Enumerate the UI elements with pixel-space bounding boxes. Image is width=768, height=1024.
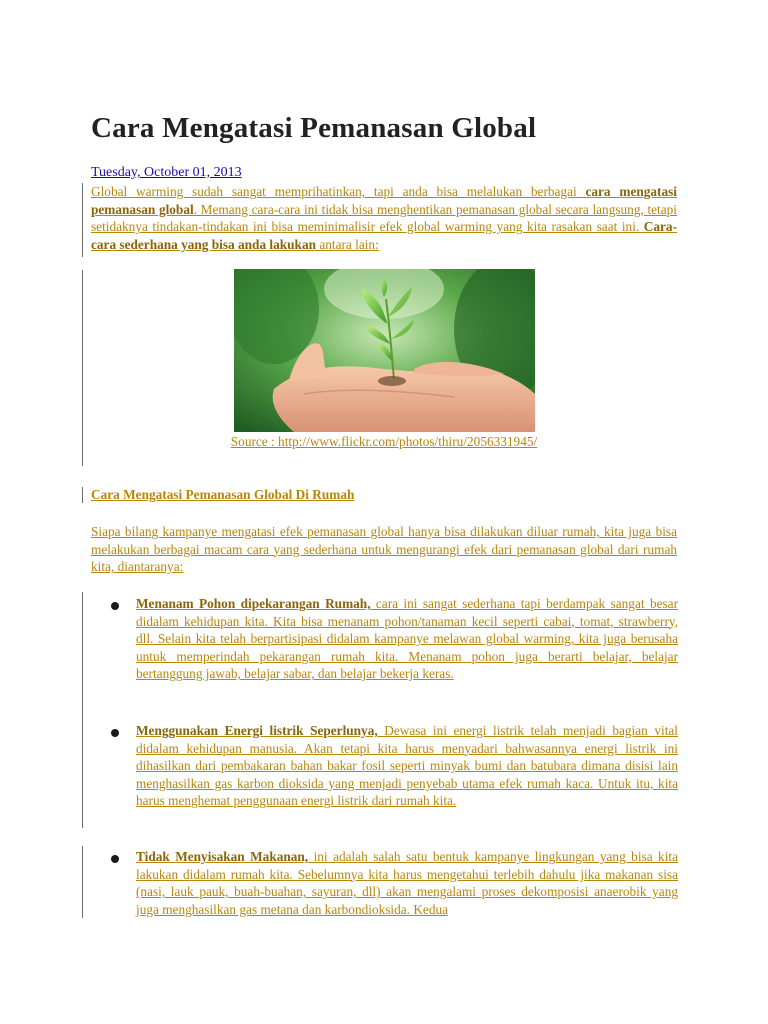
intro-text-3: antara lain: [316, 236, 379, 252]
left-margin-bar [82, 846, 83, 918]
list-bullet [111, 602, 119, 610]
hand-seedling-photo [234, 269, 535, 432]
left-margin-bar [82, 270, 83, 466]
intro-bold-1: cara mengatasi pemanasan global [91, 184, 677, 217]
section-intro-paragraph[interactable]: Siapa bilang kampanye mengatasi efek pemanasan global hanya bisa dilakukan diluar rumah, kita juga bisa melakukan berbagai macam cara yang sederhana untuk mengurangi efek dari pemanasan global dari rumah kita, diantaranya: [91, 524, 677, 575]
list-item-title: Tidak Menyisakan Makanan, [136, 849, 309, 864]
left-margin-bar [82, 487, 83, 503]
list-item-text: Dewasa ini energi listrik telah menjadi bagian vital didalam kehidupan manusia. Akan tetapi kita harus menyadari bahwasannya energi listrik ini dihasilkan dari pembakaran bahan bakar fosil seperti minyak bumi dan batubara dimana disisi lain menghasilkan gas karbon dioksida yang menjadi penyebab utama efek rumah kaca. Untuk itu, kita harus menghemat penggunaan energi listrik dari rumah kita. [136, 723, 678, 809]
image-source-link[interactable]: Source : http://www.flickr.com/photos/thiru/2056331945/ [230, 434, 538, 449]
article-title: Cara Mengatasi Pemanasan Global [91, 112, 537, 144]
list-item-text: ini adalah salah satu bentuk kampanye lingkungan yang bisa kita lakukan didalam rumah kita. Sebelumnya kita harus mengetahui terlebih dahulu jika makanan sisa (nasi, lauk pauk, buah-buahan, sayuran, dll) akan mengalami proses dekomposisi anaerobik yang juga menghasilkan gas metana dan karbondioksida. Kedua [136, 849, 678, 917]
list-item[interactable] [136, 595, 678, 683]
list-item-title: Menanam Pohon dipekarangan Rumah, [136, 596, 371, 611]
section-heading[interactable]: Cara Mengatasi Pemanasan Global Di Rumah [91, 487, 355, 502]
list-item-title: Menggunakan Energi listrik Seperlunya, [136, 723, 378, 738]
intro-paragraph[interactable] [91, 183, 677, 253]
intro-text-2: . Memang cara-cara ini tidak bisa menghentikan pemanasan global secara langsung, tetapi setidaknya tindakan-tindakan ini bisa meminimalisir efek global warming yang kita rasakan saat ini. [91, 201, 677, 235]
list-item-text: cara ini sangat sederhana tapi berdampak sangat besar didalam kehidupan kita. Kita bisa menanam pohon/tanaman kecil seperti cabai, tomat, strawberry, dll. Selain kita telah berpartisipasi didalam kampanye melawan global warming, kita juga berusaha untuk memperindah pekarangan rumah kita. Menanam pohon juga berarti belajar, belajar bertanggung jawab, belajar sabar, dan belajar bekerja keras. [136, 596, 678, 682]
intro-bold-2: Cara-cara sederhana yang bisa anda lakukan [91, 219, 677, 252]
list-bullet [111, 729, 119, 737]
list-bullet [111, 855, 119, 863]
post-date-link[interactable]: Tuesday, October 01, 2013 [91, 165, 242, 180]
left-margin-bar [82, 183, 83, 257]
left-margin-bar [82, 592, 83, 828]
list-item[interactable] [136, 722, 678, 810]
intro-text-1: Global warming sudah sangat memprihatinkan, tapi anda bisa melalukan berbagai [91, 184, 586, 199]
list-item[interactable] [136, 848, 678, 918]
